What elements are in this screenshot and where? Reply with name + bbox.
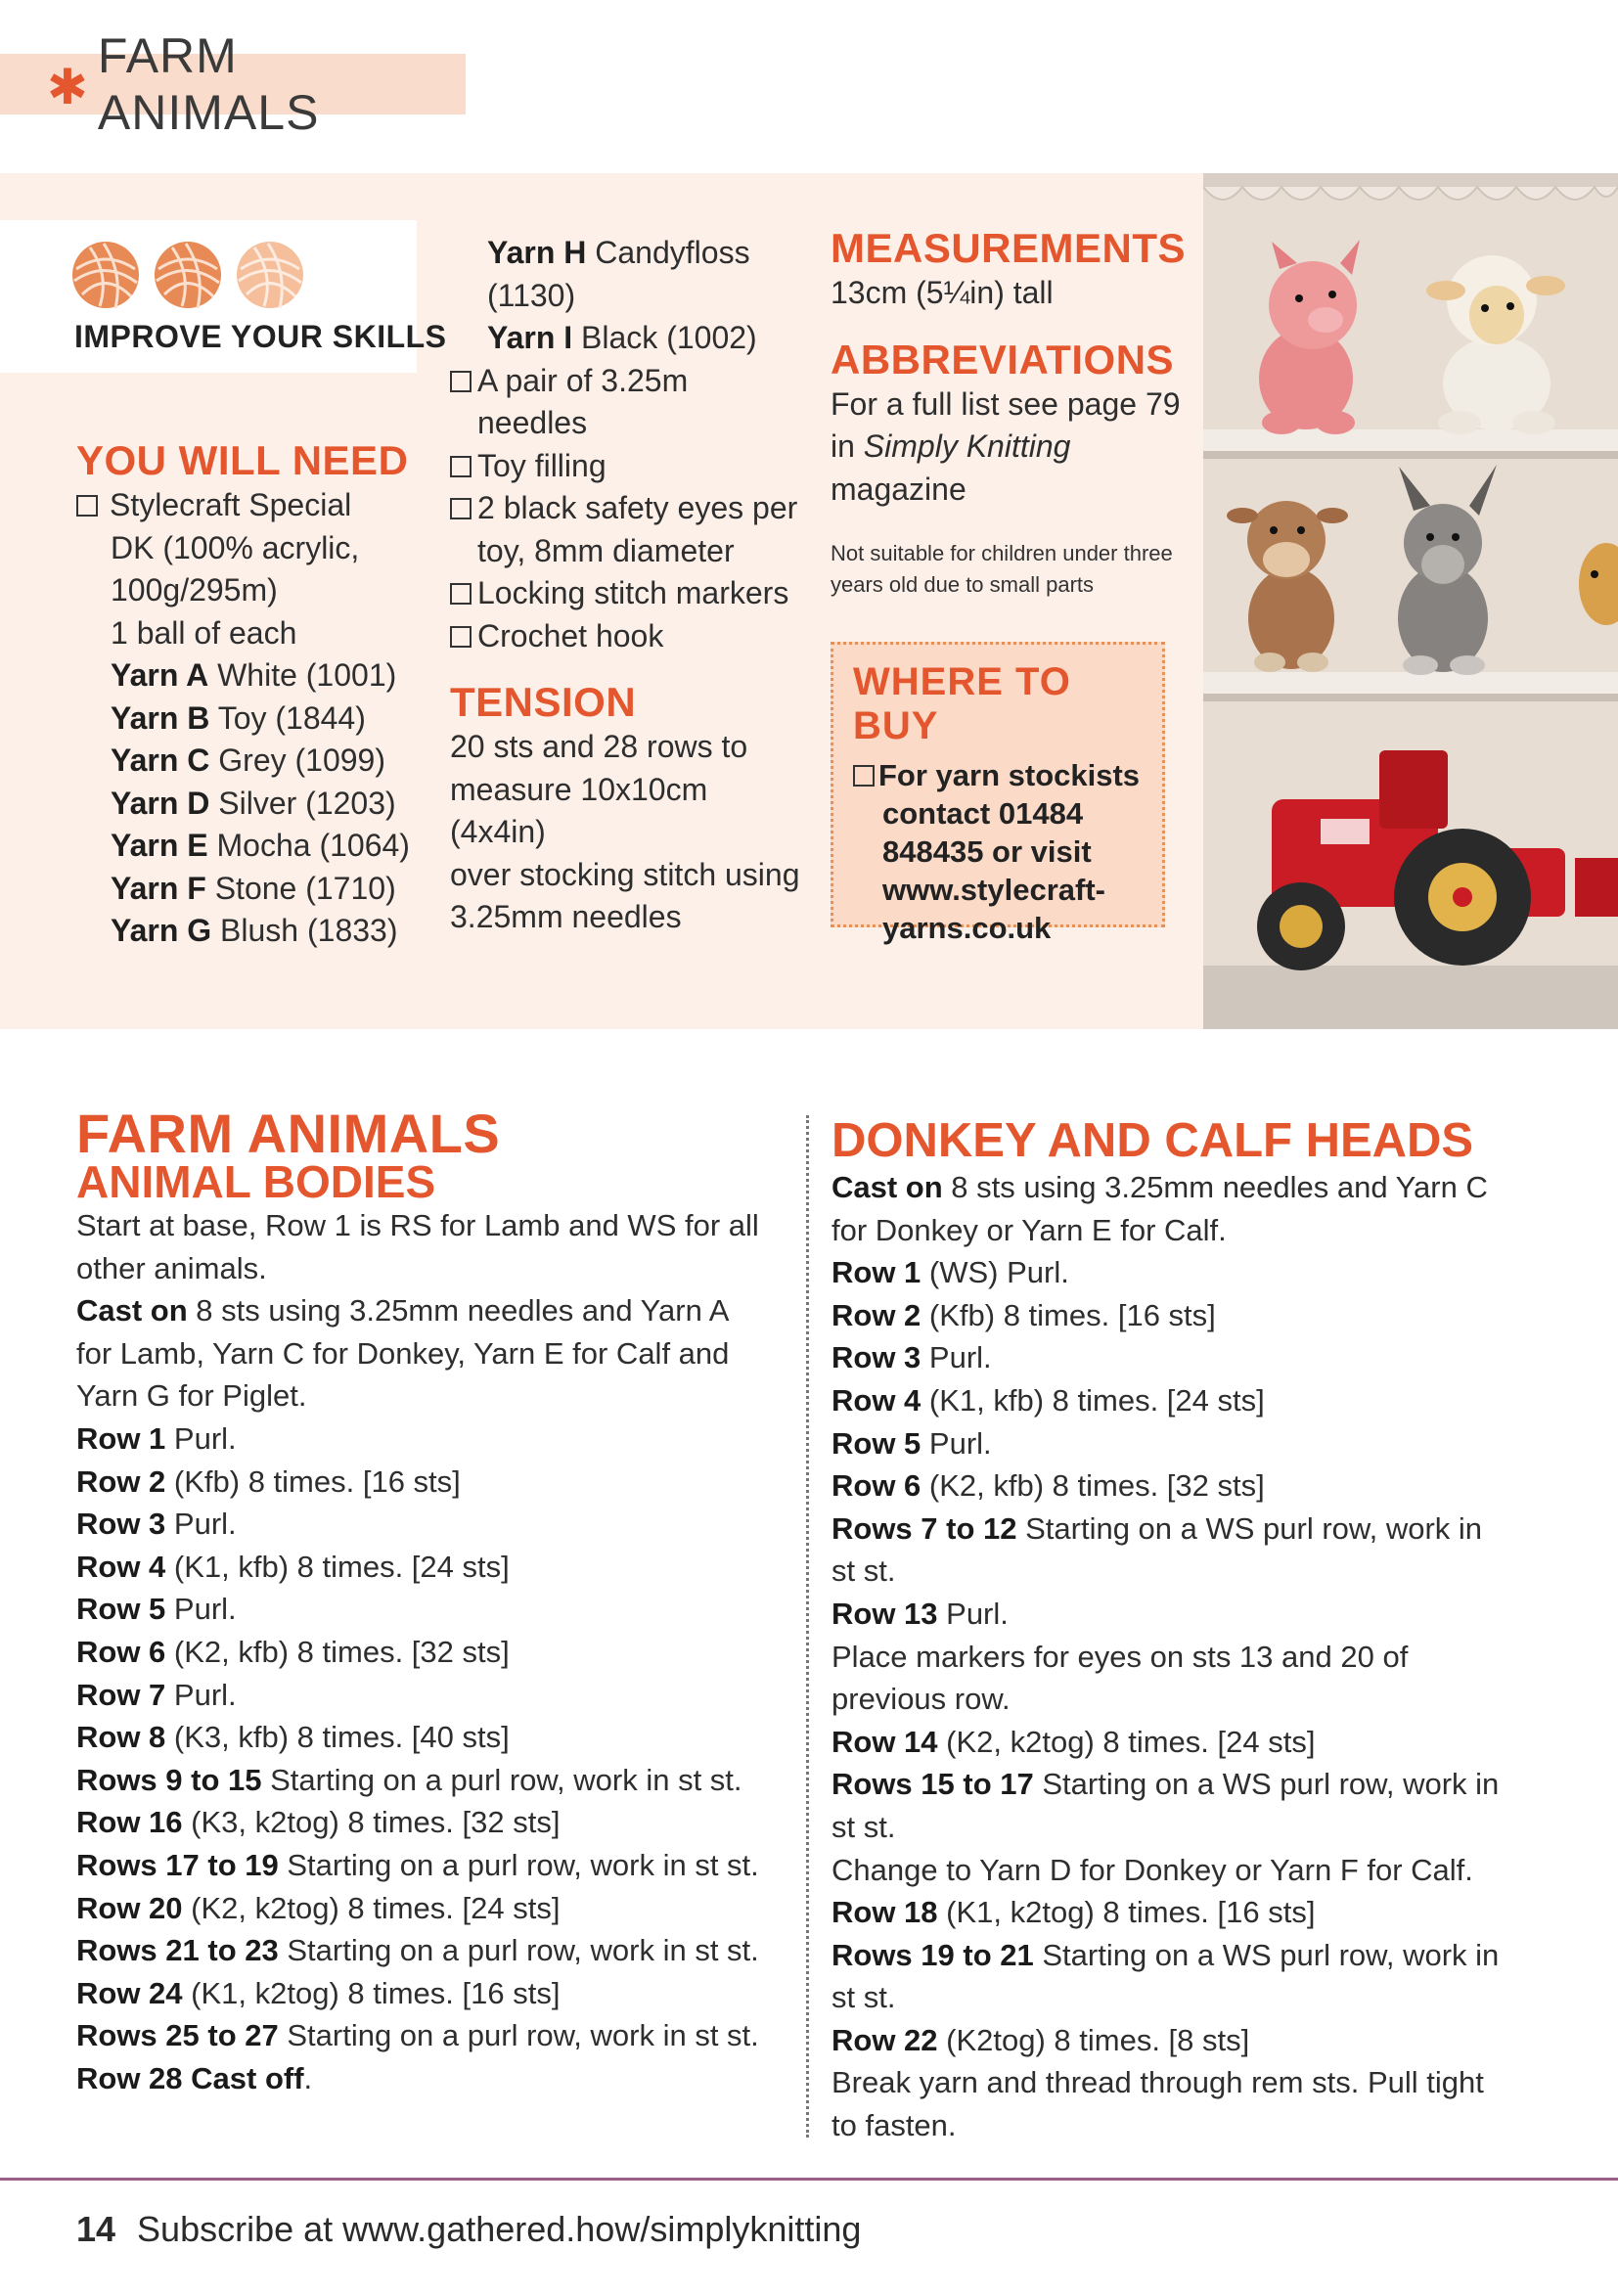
yarn-key: Yarn F: [111, 870, 206, 906]
you-will-need-col1: [76, 437, 428, 953]
where-line: 848435 or visit: [882, 834, 1092, 869]
instruction-text: st st.: [831, 1553, 896, 1589]
instruction-line: [76, 1887, 800, 1930]
tension-line: 3.25mm needles: [450, 899, 682, 934]
instruction-label: Row 24: [76, 1975, 183, 2010]
instruction-line: [76, 2057, 800, 2100]
instruction-label: Row 28 Cast off: [76, 2060, 304, 2095]
instruction-text: (K1, k2tog) 8 times. [16 sts]: [182, 1975, 561, 2010]
yarn-key: Yarn E: [111, 828, 208, 863]
instruction-line: [76, 1929, 800, 1972]
where-to-buy-text: [853, 756, 1143, 947]
checkbox-icon[interactable]: [450, 456, 472, 477]
checkbox-icon[interactable]: [76, 495, 98, 517]
instruction-text: to fasten.: [831, 2108, 957, 2143]
instruction-line: [76, 1332, 800, 1375]
instruction-text: (K2, k2tog) 8 times. [24 sts]: [937, 1724, 1316, 1759]
list-item: [76, 654, 428, 698]
bodies-subtitle: ANIMAL BODIES: [76, 1156, 436, 1207]
instruction-line: [76, 1374, 800, 1418]
footer-rule: [0, 2178, 1618, 2181]
instruction-line: [831, 1422, 1555, 1465]
abbreviations-line: [831, 426, 1183, 469]
instruction-line: [76, 1759, 800, 1802]
list-item: [76, 910, 428, 953]
instruction-line: [831, 2019, 1555, 2062]
yarn-value: White (1001): [208, 657, 397, 693]
instruction-label: Rows 17 to 19: [76, 1847, 279, 1882]
yarn-value: Stone (1710): [205, 870, 396, 906]
instruction-text: other animals.: [76, 1250, 267, 1285]
instruction-label: Row 2: [831, 1297, 921, 1332]
footer: [76, 2209, 861, 2250]
instruction-text: Starting on a WS purl row, work in: [1016, 1510, 1483, 1546]
instruction-line: [831, 1336, 1555, 1379]
tension-line: 20 sts and 28 rows to: [450, 729, 748, 764]
heads-title: DONKEY AND CALF HEADS: [831, 1114, 1474, 1167]
instruction-line: [76, 1674, 800, 1717]
instruction-label: Row 18: [831, 1895, 938, 1930]
tension-text: [450, 726, 802, 939]
yarn-item-line: 1 ball of each: [111, 614, 297, 651]
measurements-heading: MEASUREMENTS: [831, 225, 1187, 271]
instruction-line: [831, 1721, 1555, 1764]
list-item: [450, 232, 802, 275]
instruction-line: [831, 1763, 1555, 1806]
instruction-label: Cast on: [76, 1293, 188, 1328]
instruction-text: (WS) Purl.: [921, 1255, 1069, 1290]
instruction-label: Row 5: [831, 1425, 921, 1461]
yarn-ball-icon: [235, 240, 305, 310]
instruction-line: [831, 1251, 1555, 1294]
yarn-value: Toy (1844): [209, 699, 366, 736]
list-item: [450, 572, 802, 615]
equipment-line: Locking stitch markers: [477, 575, 789, 610]
instruction-text: st st.: [831, 1809, 896, 1844]
instruction-text: Purl.: [165, 1677, 237, 1712]
abbreviations-line: For a full list see page 79: [831, 385, 1181, 422]
equipment-line: toy, 8mm diameter: [477, 532, 735, 568]
list-item: [853, 756, 1143, 794]
abbreviations-line: magazine: [831, 471, 966, 507]
instruction-label: Rows 19 to 21: [831, 1937, 1034, 1972]
you-will-need-heading: YOU WILL NEED: [76, 437, 409, 483]
instruction-line: [831, 1806, 1555, 1849]
heads-instructions: [831, 1166, 1555, 2147]
skills-label: IMPROVE YOUR SKILLS: [74, 319, 447, 354]
instruction-line: [76, 2014, 800, 2057]
instruction-line: [831, 1678, 1555, 1721]
instruction-label: Rows 21 to 23: [76, 1933, 279, 1968]
list-item: [450, 360, 802, 445]
instruction-label: Cast on: [831, 1170, 943, 1204]
instruction-line: [76, 1418, 800, 1461]
abbreviations-pre: in: [831, 428, 864, 464]
safety-note: [831, 538, 1183, 601]
instruction-label: Row 13: [831, 1596, 938, 1631]
instruction-label: Rows 15 to 17: [831, 1767, 1034, 1802]
instruction-line: [76, 1631, 800, 1674]
instruction-label: Row 20: [76, 1890, 183, 1925]
instruction-text: (K1, kfb) 8 times. [24 sts]: [921, 1382, 1265, 1418]
instruction-line: [76, 1461, 800, 1504]
instruction-text: Starting on a purl row, work in st st.: [278, 2018, 759, 2053]
instruction-label: Rows 25 to 27: [76, 2018, 279, 2053]
instruction-label: Row 4: [76, 1549, 166, 1584]
instruction-text: Starting on a purl row, work in st st.: [278, 1847, 759, 1882]
yarn-value: Silver (1203): [209, 785, 396, 821]
instruction-text: Starting on a WS purl row, work in: [1033, 1767, 1500, 1802]
list-item: [450, 445, 802, 488]
yarn-ball-icon: [70, 240, 141, 310]
column-divider: [806, 1115, 809, 2138]
instruction-text: (K2, k2tog) 8 times. [24 sts]: [182, 1890, 561, 1925]
yarn-list: [76, 484, 428, 953]
where-line: contact 01484: [882, 796, 1084, 831]
tension-heading: TENSION: [450, 679, 637, 725]
checkbox-icon[interactable]: [450, 371, 472, 392]
tension-line: measure 10x10cm (4x4in): [450, 771, 708, 849]
instruction-line: [831, 1891, 1555, 1934]
instruction-line: [831, 1379, 1555, 1422]
toys-photo: [1203, 173, 1618, 1029]
where-line: www.stylecraft-: [882, 873, 1105, 907]
measurements-text: 13cm (5¼in) tall: [831, 275, 1054, 310]
instruction-label: Row 1: [76, 1420, 166, 1456]
instruction-label: Rows 7 to 12: [831, 1510, 1017, 1546]
yarn-colour-list: [76, 654, 428, 953]
yarn-value: Mocha (1064): [207, 828, 410, 863]
instruction-line: [831, 1849, 1555, 1892]
instruction-text: (K3, kfb) 8 times. [40 sts]: [165, 1720, 510, 1755]
instruction-line: [831, 1166, 1555, 1209]
instruction-line: [76, 1247, 800, 1290]
instruction-text: for Donkey or Yarn E for Calf.: [831, 1212, 1227, 1247]
safety-note-line: Not suitable for children under three: [831, 541, 1173, 565]
instruction-label: Row 4: [831, 1382, 921, 1418]
instruction-label: Row 14: [831, 1724, 938, 1759]
yarn-key: Yarn B: [111, 699, 210, 736]
instruction-line: [831, 1508, 1555, 1551]
instruction-line: [76, 1588, 800, 1631]
instruction-text: Starting on a purl row, work in st st.: [278, 1933, 759, 1968]
checkbox-icon[interactable]: [450, 583, 472, 605]
where-line: yarns.co.uk: [882, 911, 1052, 945]
instruction-line: [831, 1294, 1555, 1337]
list-item: [76, 740, 428, 783]
where-to-buy-box: [831, 642, 1165, 945]
instruction-text: (K2, kfb) 8 times. [32 sts]: [921, 1468, 1265, 1504]
yarn-key: Yarn H: [487, 235, 587, 270]
instruction-label: Rows 9 to 15: [76, 1762, 262, 1797]
pattern-title: FARM ANIMALS: [76, 1103, 501, 1164]
subscribe-link[interactable]: Subscribe at www.gathered.how/simplyknitting: [137, 2209, 862, 2249]
yarn-item-line: 100g/295m): [111, 572, 278, 608]
heads-section: [831, 1115, 1555, 2147]
list-item: [450, 487, 802, 530]
instruction-text: Start at base, Row 1 is RS for Lamb and WS for all: [76, 1208, 759, 1242]
yarn-value: Grey (1099): [209, 743, 385, 778]
instruction-line: [76, 1716, 800, 1759]
instruction-label: Row 3: [76, 1507, 166, 1542]
magazine-name: Simply Knitting: [863, 428, 1071, 464]
instruction-line: [831, 1209, 1555, 1252]
list-item: [76, 868, 428, 911]
yarn-key: Yarn G: [111, 913, 212, 948]
instruction-text: Starting on a purl row, work in st st.: [261, 1762, 742, 1797]
instruction-text: (K1, k2tog) 8 times. [16 sts]: [937, 1895, 1316, 1930]
checkbox-icon[interactable]: [450, 626, 472, 648]
list-item: [450, 317, 802, 360]
instruction-label: Row 3: [831, 1340, 921, 1375]
instruction-text: Purl.: [921, 1340, 992, 1375]
instruction-line: [76, 1844, 800, 1887]
instruction-label: Row 7: [76, 1677, 166, 1712]
yarn-value: Blush (1833): [211, 913, 398, 948]
yarn-value: Black (1002): [572, 320, 757, 355]
instruction-line: [831, 2104, 1555, 2147]
section-title: FARM ANIMALS: [97, 28, 320, 140]
instruction-line: [76, 1503, 800, 1546]
instruction-text: (Kfb) 8 times. [16 sts]: [921, 1297, 1216, 1332]
instruction-label: Row 8: [76, 1720, 166, 1755]
abbreviations-text: [831, 383, 1183, 512]
checkbox-icon[interactable]: [853, 765, 875, 787]
instruction-text: (K3, k2tog) 8 times. [32 sts]: [182, 1805, 561, 1840]
instruction-line: [76, 1972, 800, 2015]
yarn-ball-icon: [153, 240, 223, 310]
instruction-line: [831, 1593, 1555, 1636]
page-number: 14: [76, 2209, 116, 2249]
instruction-text: Purl.: [937, 1596, 1009, 1631]
list-item: [76, 484, 428, 527]
instruction-line: [76, 1801, 800, 1844]
checkbox-icon[interactable]: [450, 498, 472, 519]
skill-rating: [70, 240, 305, 310]
instruction-text: Change to Yarn D for Donkey or Yarn F for Calf.: [831, 1852, 1473, 1887]
equipment-line: 2 black safety eyes per: [477, 490, 798, 525]
instruction-text: 8 sts using 3.25mm needles and Yarn A: [187, 1293, 730, 1328]
instruction-text: Break yarn and thread through rem sts. Pull tight: [831, 2065, 1484, 2100]
abbreviations-heading: ABBREVIATIONS: [831, 336, 1175, 383]
instruction-label: Row 5: [76, 1592, 166, 1627]
instruction-text: Starting on a WS purl row, work in: [1033, 1937, 1500, 1972]
instruction-label: Row 22: [831, 2022, 938, 2057]
instruction-text: for Lamb, Yarn C for Donkey, Yarn E for Calf and: [76, 1335, 730, 1371]
list-item: [450, 615, 802, 658]
yarn-key: Yarn A: [111, 657, 209, 693]
section-tab: [0, 28, 466, 140]
instruction-line: [831, 1934, 1555, 1977]
instruction-text: Purl.: [165, 1420, 237, 1456]
instruction-line: [831, 1550, 1555, 1593]
list-item: [76, 698, 428, 741]
instruction-text: Purl.: [165, 1592, 237, 1627]
asterisk-icon: ✱: [47, 60, 88, 114]
equipment-line: Crochet hook: [477, 617, 664, 653]
instruction-text: st st.: [831, 1980, 896, 2015]
yarn-item-line: DK (100% acrylic,: [111, 529, 360, 565]
safety-note-line: years old due to small parts: [831, 572, 1095, 597]
instruction-text: (K2, kfb) 8 times. [32 sts]: [165, 1634, 510, 1669]
where-to-buy-heading: WHERE TO BUY: [853, 660, 1071, 747]
bodies-instructions: [76, 1204, 800, 2099]
instruction-label: Row 6: [831, 1468, 921, 1504]
instruction-text: (Kfb) 8 times. [16 sts]: [165, 1463, 461, 1499]
instruction-text: Yarn G for Piglet.: [76, 1378, 307, 1414]
instruction-text: previous row.: [831, 1682, 1011, 1717]
instruction-line: [831, 1636, 1555, 1679]
tension-line: over stocking stitch using: [450, 856, 800, 892]
instruction-text: Purl.: [165, 1507, 237, 1542]
instruction-line: [76, 1204, 800, 1247]
equipment-line: Toy filling: [477, 447, 607, 483]
list-item: (1130): [487, 277, 576, 313]
instruction-label: Row 6: [76, 1634, 166, 1669]
instruction-label: Row 1: [831, 1255, 921, 1290]
instruction-line: [831, 1976, 1555, 2019]
you-will-need-col2: [450, 232, 802, 939]
equipment-line: A pair of 3.25m needles: [477, 362, 689, 440]
instruction-line: [76, 1546, 800, 1589]
yarn-key: Yarn C: [111, 743, 210, 778]
instruction-label: Row 16: [76, 1805, 183, 1840]
yarn-list-cont: [450, 232, 802, 657]
yarn-key: Yarn I: [487, 320, 573, 355]
instruction-text: Place markers for eyes on sts 13 and 20 of: [831, 1639, 1409, 1674]
yarn-item-line: Stylecraft Special: [110, 487, 352, 522]
list-item: [76, 825, 428, 868]
instruction-text: 8 sts using 3.25mm needles and Yarn C: [942, 1170, 1488, 1204]
instruction-label: Row 2: [76, 1463, 166, 1499]
instruction-line: [831, 1464, 1555, 1508]
measurements-col: [831, 225, 1187, 601]
instruction-line: [831, 2061, 1555, 2104]
instruction-text: Purl.: [921, 1425, 992, 1461]
where-line: For yarn stockists: [878, 758, 1141, 792]
yarn-key: Yarn D: [111, 785, 210, 821]
instruction-text: (K2tog) 8 times. [8 sts]: [937, 2022, 1250, 2057]
animal-bodies-section: [76, 1103, 800, 2099]
instruction-line: [76, 1289, 800, 1332]
instruction-text: (K1, kfb) 8 times. [24 sts]: [165, 1549, 510, 1584]
yarn-value: Candyfloss: [586, 235, 750, 270]
list-item: [76, 783, 428, 826]
equipment-list: [450, 360, 802, 658]
instruction-text: .: [303, 2060, 313, 2095]
